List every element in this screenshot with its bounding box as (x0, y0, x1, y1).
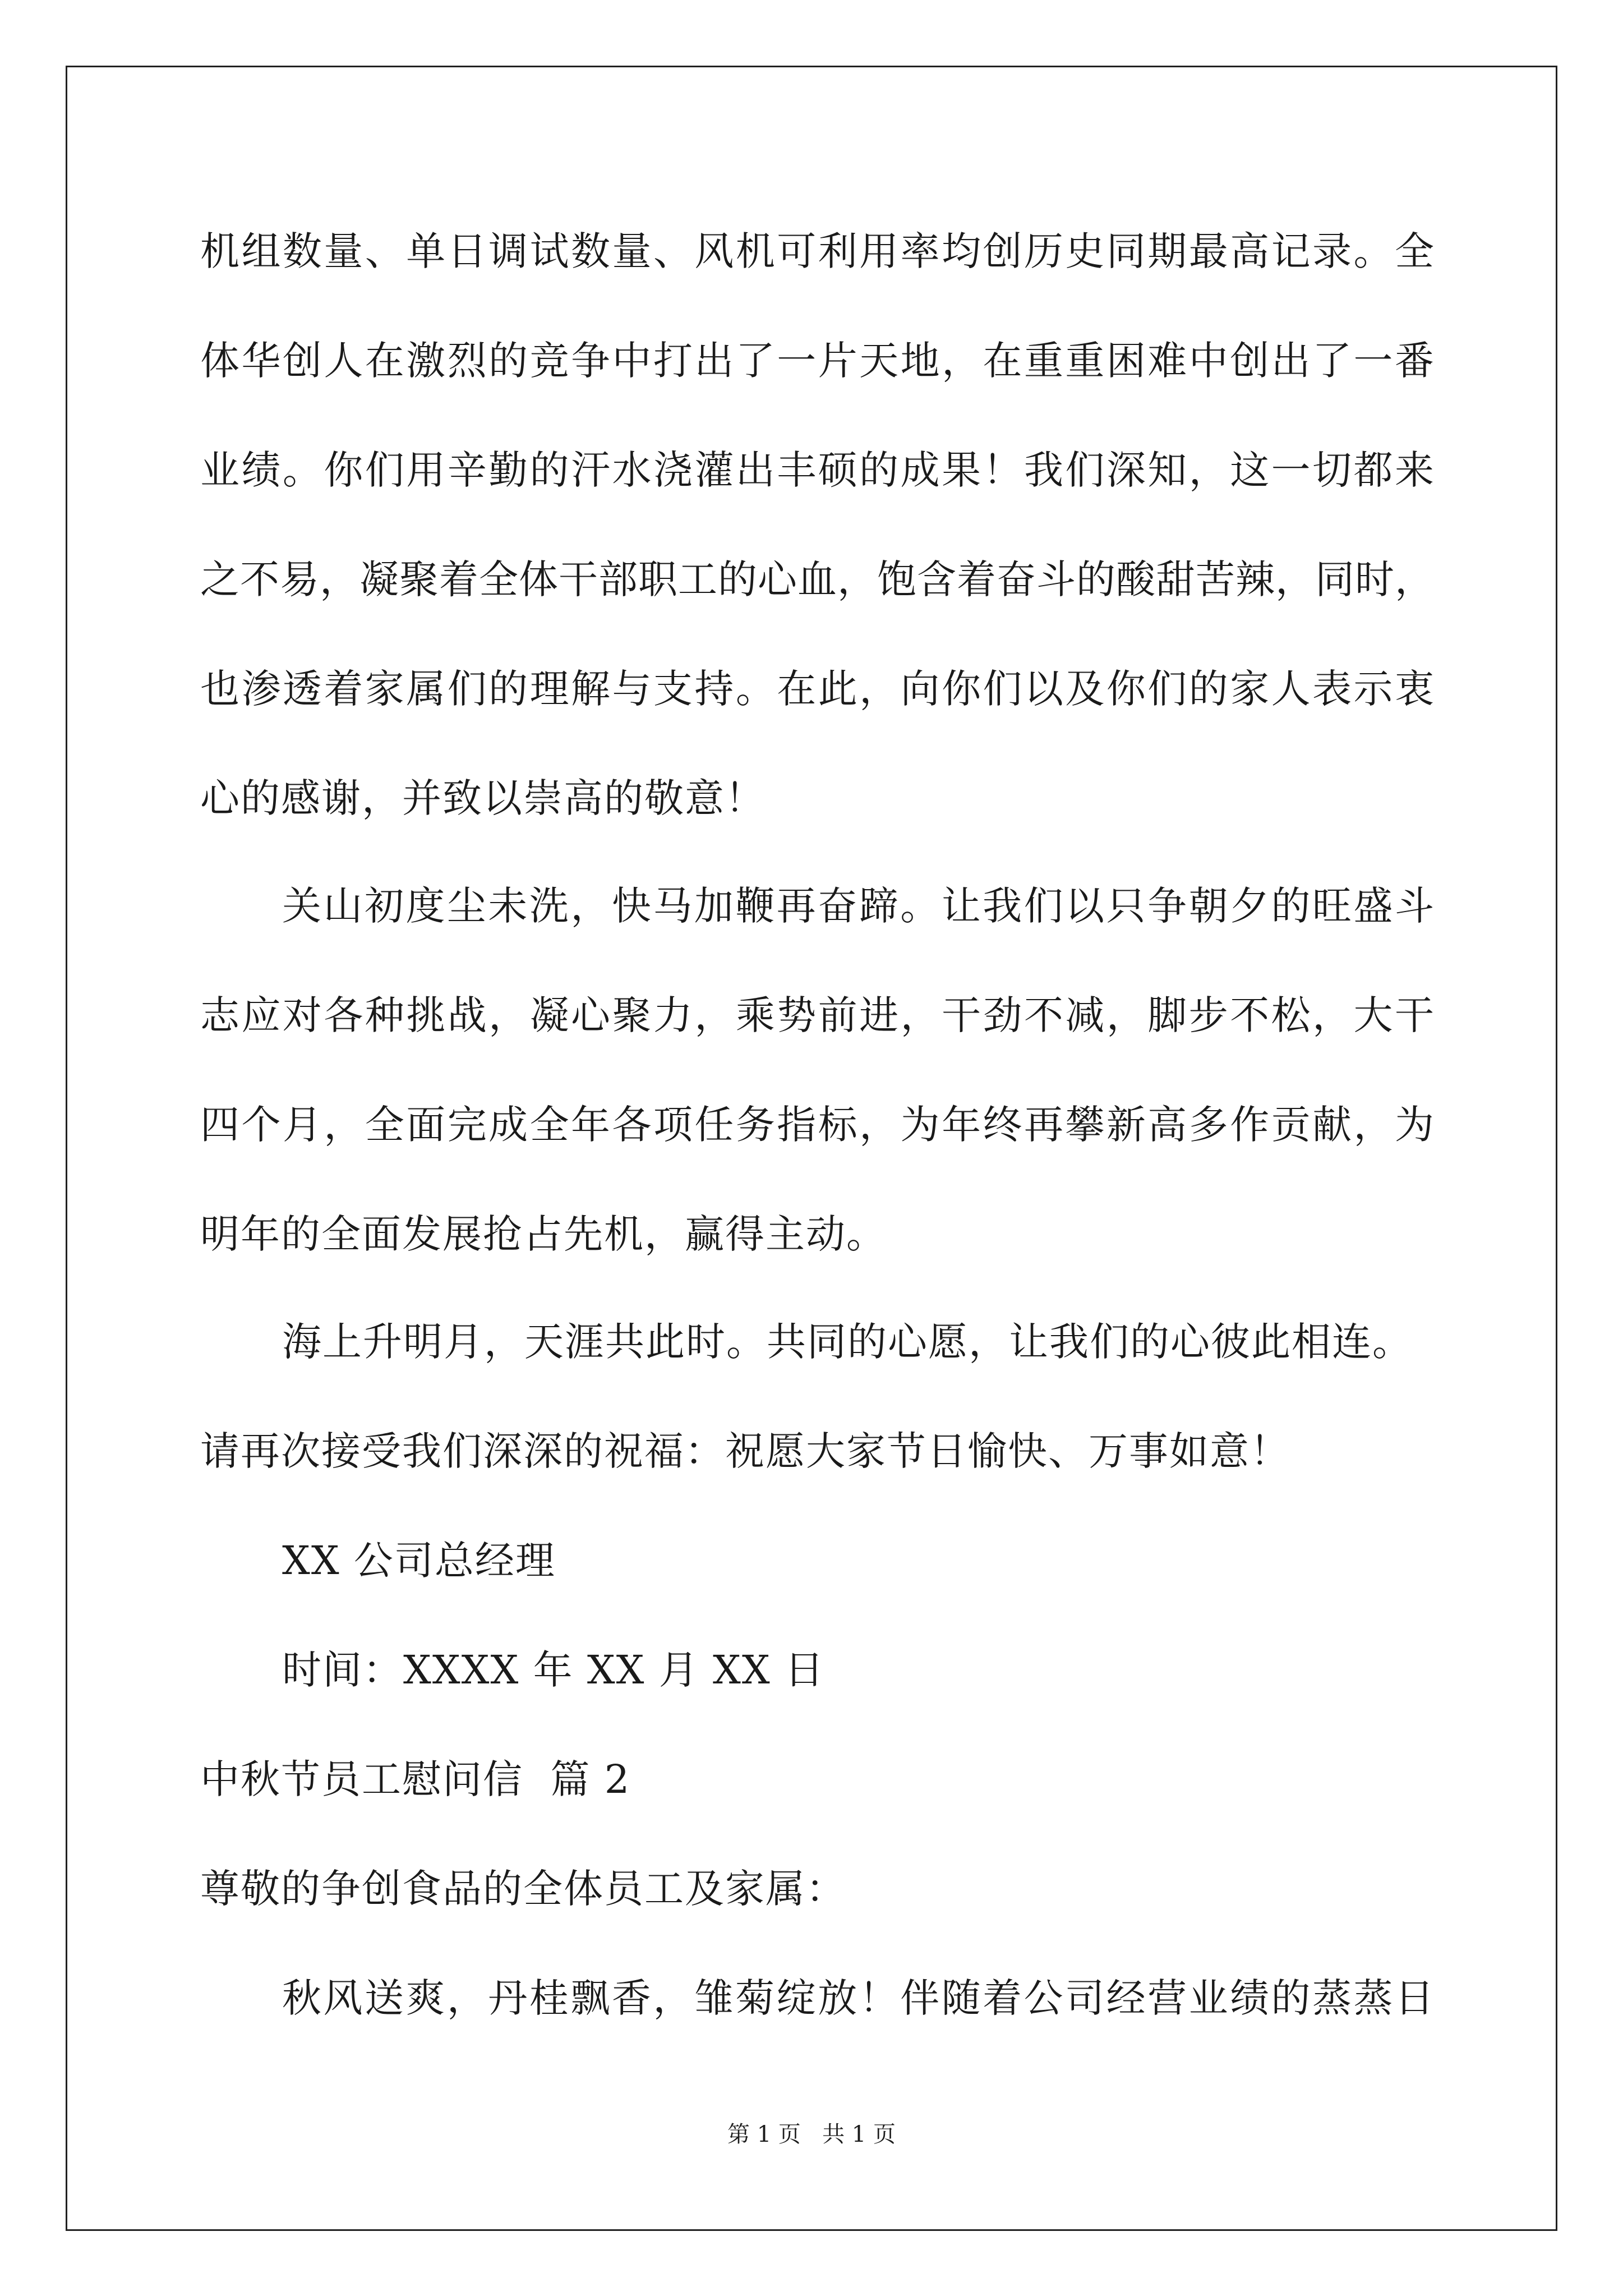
paragraph-line: 心的感谢，并致以崇高的敬意！ (200, 775, 766, 821)
paragraph-line: 体华创人在激烈的竞争中打出了一片天地，在重重困难中创出了一番 (200, 338, 1434, 384)
paragraph-line: 明年的全面发展抢占先机，赢得主动。 (200, 1211, 887, 1257)
page-footer (0, 2120, 1623, 2148)
paragraph-line: 之不易，凝聚着全体干部职工的心血，饱含着奋斗的酸甜苦辣，同时， (200, 556, 1434, 602)
paragraph-line: 关山初度尘未洗，快马加鞭再奋蹄。让我们以只争朝夕的旺盛斗 (282, 883, 1434, 929)
section-heading: 中秋节员工慰问信 篇 2 (200, 1756, 631, 1802)
paragraph-line: 也渗透着家属们的理解与支持。在此，向你们以及你们的家人表示衷 (200, 666, 1434, 712)
paragraph-line: 机组数量、单日调试数量、风机可利用率均创历史同期最高记录。全 (200, 228, 1434, 274)
paragraph-line: 请再次接受我们深深的祝福：祝愿大家节日愉快、万事如意！ (200, 1428, 1290, 1474)
salutation: 尊敬的争创食品的全体员工及家属： (200, 1866, 846, 1912)
paragraph-line: 秋风送爽，丹桂飘香，雏菊绽放！伴随着公司经营业绩的蒸蒸日 (282, 1975, 1434, 2021)
signature-company: XX 公司总经理 (282, 1538, 556, 1584)
paragraph-line: 志应对各种挑战，凝心聚力，乘势前进，干劲不减，脚步不松，大干 (200, 992, 1434, 1038)
paragraph-line: 四个月，全面完成全年各项任务指标，为年终再攀新高多作贡献，为 (200, 1102, 1434, 1148)
page-number: 第 1 页 共 1 页 (727, 2122, 896, 2147)
signature-date: 时间：XXXX 年 XX 月 XX 日 (282, 1647, 825, 1693)
paragraph-line: 业绩。你们用辛勤的汗水浇灌出丰硕的成果！我们深知，这一切都来 (200, 447, 1434, 493)
paragraph-line: 海上升明月，天涯共此时。共同的心愿，让我们的心彼此相连。 (282, 1319, 1413, 1365)
